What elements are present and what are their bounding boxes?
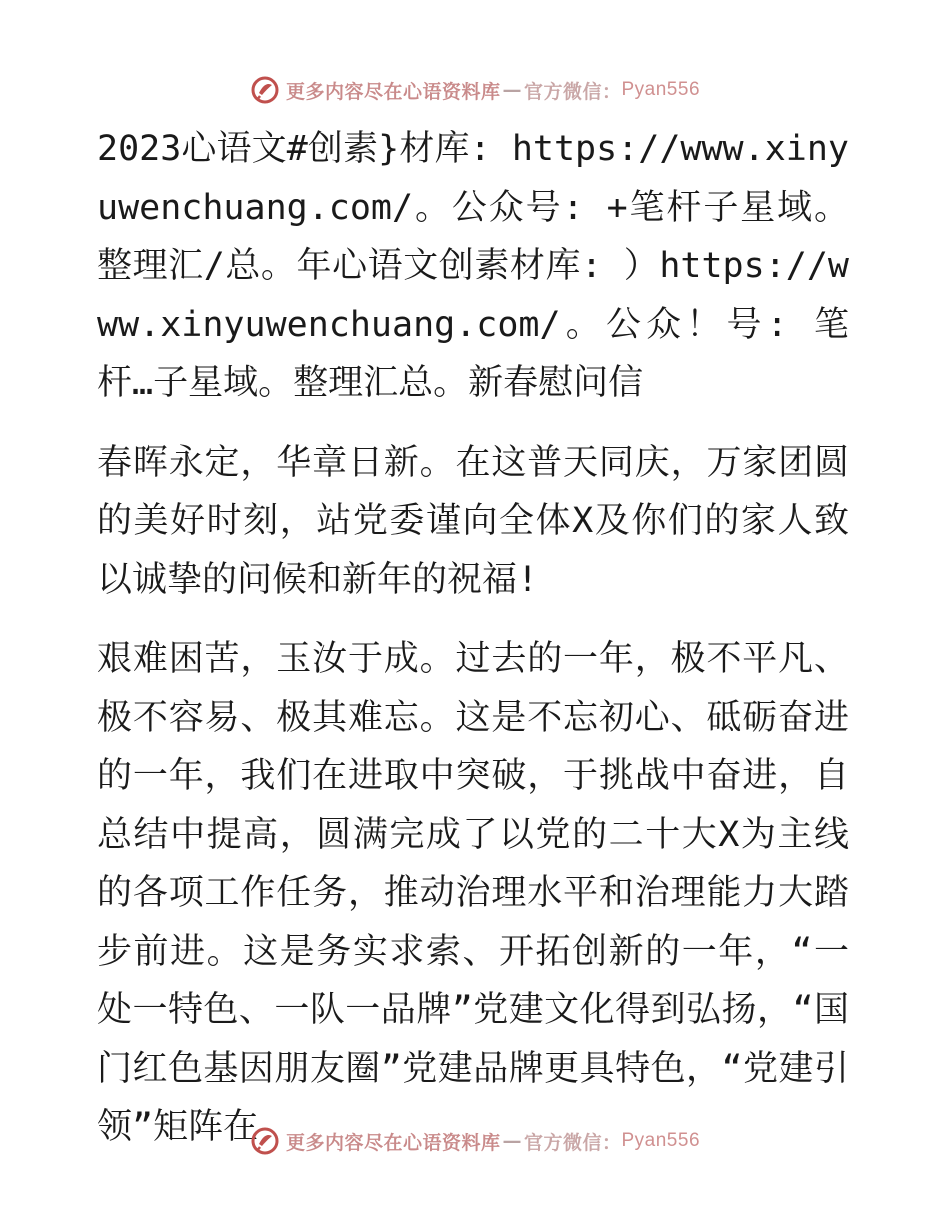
watermark-banner-top [0,68,950,112]
watermark-account: Pyan556 [621,79,701,100]
watermark-account: Pyan556 [621,1130,701,1151]
watermark-logo-icon [250,1126,280,1156]
document-body [97,120,849,1157]
paragraph-greeting: 春晖永定，华章日新。在这普天同庆，万家团圆的美好时刻，站党委谨向全体X及你们的家人致以诚挚的问候和新年的祝福! [97,442,849,600]
watermark-wechat-label: 官方微信： [523,80,622,103]
watermark-banner-bottom [0,1119,950,1163]
watermark-logo-icon [250,75,280,105]
watermark-site-text: 更多内容尽在心语资料库 [285,1131,501,1154]
watermark-wechat-label: 官方微信： [523,1131,622,1154]
paragraph-header: 2023心语文#创素}材库: https://www.xinyuwenchuang.com/。公众号: +笔杆子星域。整理汇/总。年心语文创素材库: ）https://www.xinyuwenchuang.com/。公众！号: 笔杆…子星域。整理汇总。新春慰问信 [97,129,849,403]
watermark-site-text: 更多内容尽在心语资料库 [285,80,501,103]
watermark-dash: — [502,1130,522,1152]
paragraph-review: 艰难困苦，玉汝于成。过去的一年，极不平凡、极不容易、极其难忘。这是不忘初心、砥砺奋进的一年，我们在进取中突破，于挑战中奋进，自总结中提高，圆满完成了以党的二十大X为主线的各项工作任务，推动治理水平和治理能力大踏步前进。这是务实求索、开拓创新的一年，“一处一特色、一队一品牌”党建文化得到弘扬，“国门红色基因朋友圈”党建品牌更具特色，“党建引领”矩阵在 [97,639,849,1147]
watermark-dash: — [502,79,522,101]
